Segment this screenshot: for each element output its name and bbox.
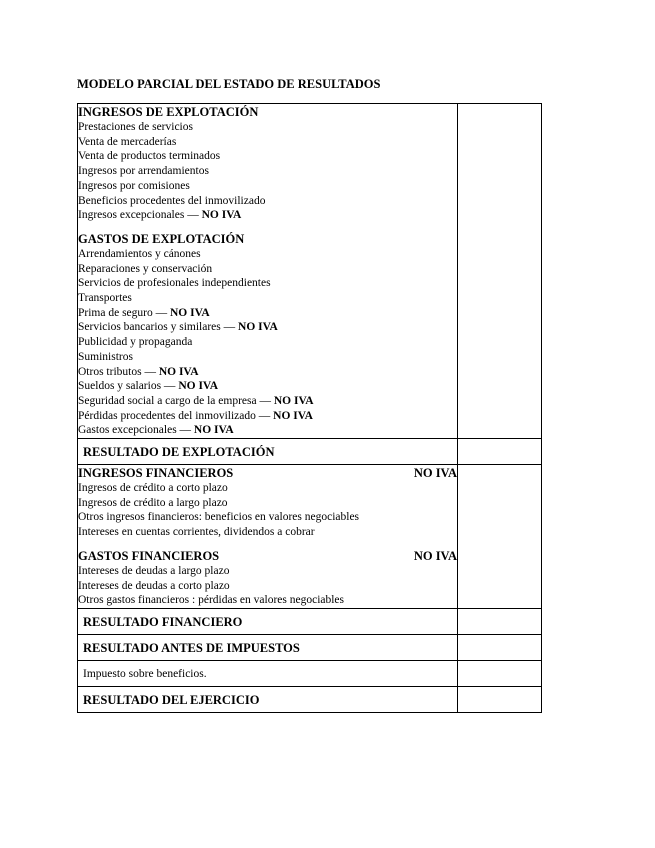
list-item: Beneficios procedentes del inmovilizado [78,194,266,207]
section-heading: INGRESOS FINANCIEROS [78,466,234,481]
list-item: Otros ingresos financieros: beneficios en valores negociables [78,511,360,524]
list-item: Intereses en cuentas corrientes, dividendos a cobrar [78,526,315,539]
list-item: Ingresos de crédito a corto plazo [78,482,228,495]
no-iva-tag: NO IVA [193,424,234,437]
list-item: Venta de productos terminados [78,150,221,163]
list-item: Servicios de profesionales independientes [78,277,271,290]
table-row-resultado-antes-impuestos [78,634,542,660]
impuesto-value-cell [458,660,542,686]
resultado-explotacion-value-cell [458,439,542,465]
list-item: Otros tributos — NO IVA [78,365,199,378]
table-row-explotacion [78,104,542,439]
no-iva-tag: NO IVA [158,365,199,378]
section-heading: GASTOS DE EXPLOTACIÓN [78,231,245,246]
page-title: MODELO PARCIAL DEL ESTADO DE RESULTADOS [77,77,381,91]
impuesto-label: Impuesto sobre beneficios. [83,667,207,680]
no-iva-tag: NO IVA [413,548,457,563]
list-item: Intereses de deudas a largo plazo [78,564,230,577]
section-heading: INGRESOS DE EXPLOTACIÓN [78,105,259,119]
resultado-ejercicio-value-cell [458,686,542,712]
no-iva-tag: NO IVA [178,380,219,393]
list-item: Publicidad y propaganda [78,336,193,349]
ingresos-financieros-heading [78,465,457,481]
explotacion-value-cell [458,104,542,439]
resultado-ejercicio-heading: RESULTADO DEL EJERCICIO [83,692,260,707]
no-iva-tag: NO IVA [169,306,210,319]
list-item: Ingresos por comisiones [78,179,190,192]
table-row-resultado-financiero [78,608,542,634]
table-row-financiero [78,465,542,609]
ingresos-explotacion-heading [78,104,457,120]
list-item: Ingresos de crédito a largo plazo [78,496,228,509]
resultado-explotacion-heading: RESULTADO DE EXPLOTACIÓN [83,445,275,460]
list-item: Reparaciones y conservación [78,262,213,275]
resultado-financiero-heading: RESULTADO FINANCIERO [83,614,243,629]
financiero-label-cell [78,465,458,609]
resultado-ejercicio-label-cell [78,686,458,712]
explotacion-label-cell [78,104,458,439]
list-item: Transportes [78,292,132,305]
resultado-antes-impuestos-value-cell [458,634,542,660]
list-item: Seguridad social a cargo de la empresa — NO IVA [78,394,314,407]
list-item: Sueldos y salarios — NO IVA [78,380,219,393]
table-row-resultado-explotacion [78,439,542,465]
list-item: Prestaciones de servicios [78,121,193,133]
no-iva-tag: NO IVA [273,409,313,422]
income-statement-table [77,103,542,713]
no-iva-tag: NO IVA [238,321,278,334]
no-iva-tag: NO IVA [413,466,457,481]
list-item: Venta de mercaderías [78,135,177,148]
gastos-financieros-heading [78,548,457,564]
table-row-resultado-ejercicio [78,686,542,712]
list-item: Pérdidas procedentes del inmovilizado — NO IVA [78,409,313,422]
list-item: Prima de seguro — NO IVA [78,306,210,319]
list-item: Otros gastos financieros : pérdidas en valores negociables [78,594,345,607]
financiero-value-cell [458,465,542,609]
resultado-financiero-value-cell [458,608,542,634]
list-item: Gastos excepcionales — NO IVA [78,424,234,437]
list-item: Ingresos por arrendamientos [78,165,209,178]
table-row-impuesto [78,660,542,686]
list-item: Servicios bancarios y similares — NO IVA [78,321,278,334]
resultado-explotacion-label-cell [78,439,458,465]
list-item: Intereses de deudas a corto plazo [78,579,230,592]
resultado-financiero-label-cell [78,608,458,634]
no-iva-tag: NO IVA [201,209,242,222]
gastos-explotacion-heading [78,231,457,247]
list-item: Arrendamientos y cánones [78,247,201,260]
resultado-antes-impuestos-label-cell [78,634,458,660]
list-item: Ingresos excepcionales — NO IVA [78,209,242,222]
section-heading: GASTOS FINANCIEROS [78,548,220,563]
no-iva-tag: NO IVA [273,394,314,407]
impuesto-label-cell [78,660,458,686]
list-item: Suministros [78,350,133,363]
resultado-antes-impuestos-heading: RESULTADO ANTES DE IMPUESTOS [83,640,300,655]
